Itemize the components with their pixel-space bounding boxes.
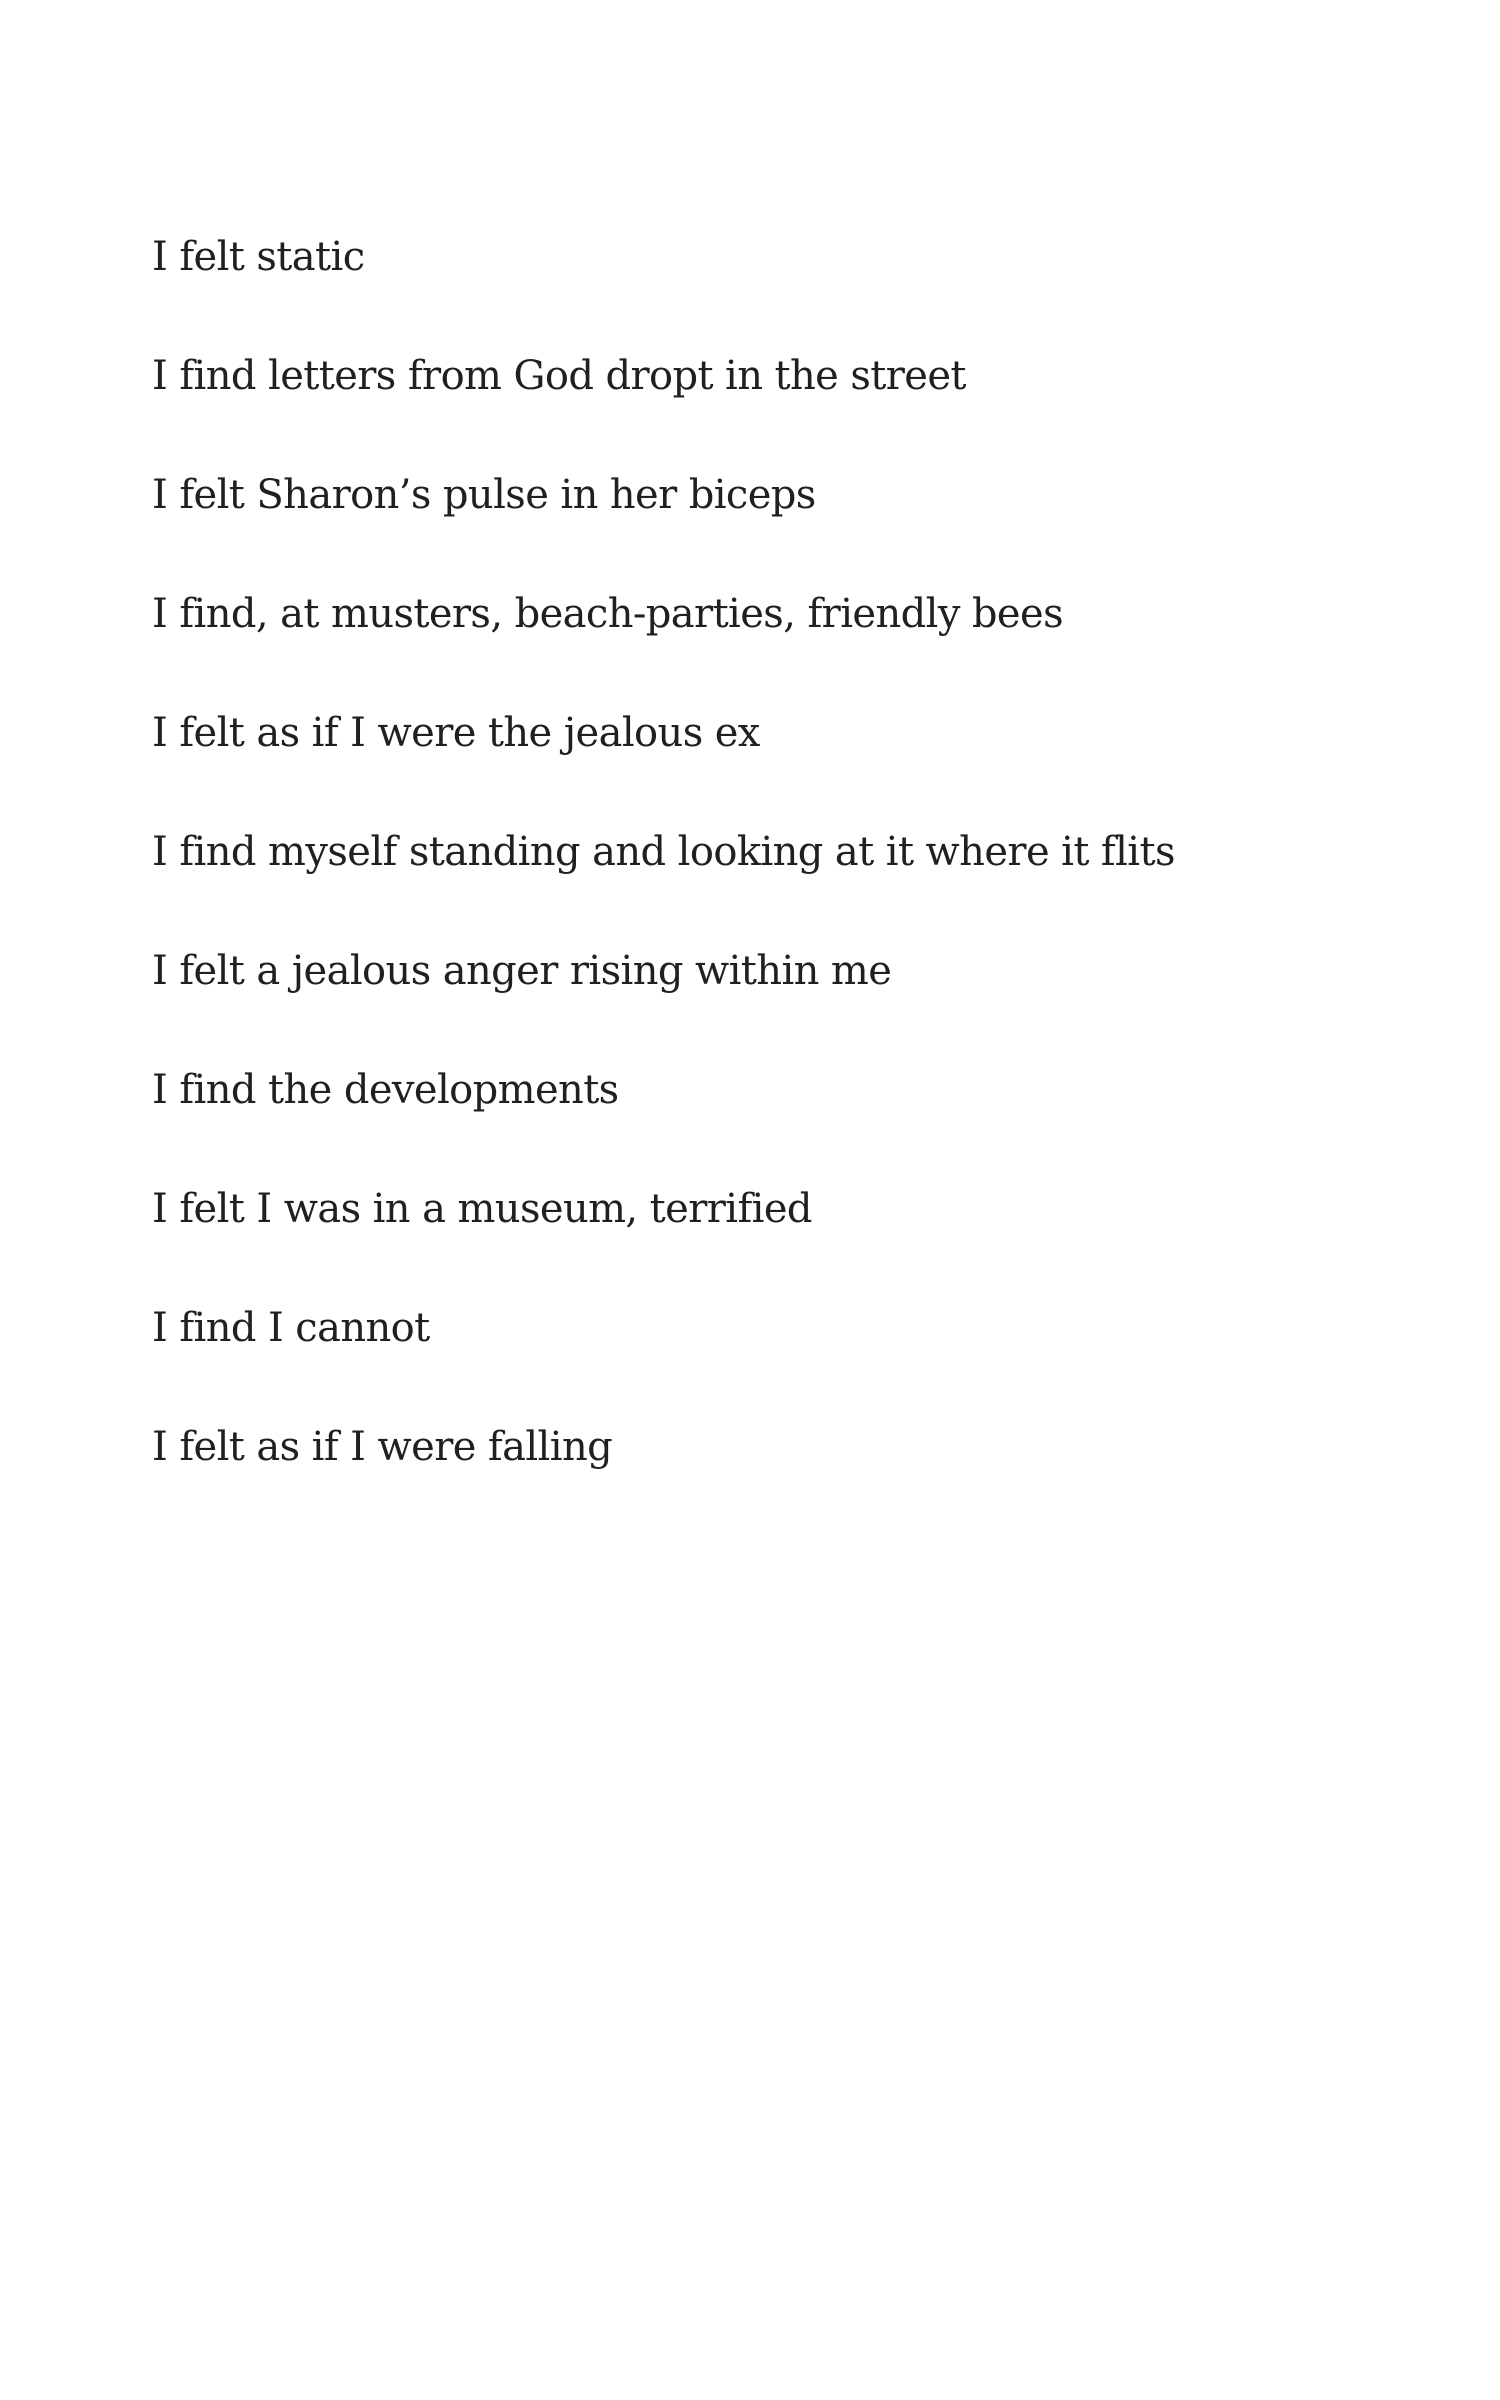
poem-line: I felt as if I were falling	[152, 1424, 613, 1470]
poem-line: I find, at musters, beach-parties, friendly bees	[152, 591, 1064, 637]
poem-line: I felt a jealous anger rising within me	[152, 948, 892, 994]
poem-line: I find the developments	[152, 1067, 619, 1113]
poem-stanza	[152, 222, 1352, 1531]
poem-line: I felt Sharon’s pulse in her biceps	[152, 472, 816, 518]
poem-line: I felt as if I were the jealous ex	[152, 710, 760, 756]
poem-line: I find I cannot	[152, 1305, 430, 1351]
poem-line: I felt static	[152, 234, 365, 280]
poem-line: I find letters from God dropt in the street	[152, 353, 966, 399]
poem-line: I felt I was in a museum, terrified	[152, 1186, 812, 1232]
poem-line: I find myself standing and looking at it where it flits	[152, 829, 1175, 875]
